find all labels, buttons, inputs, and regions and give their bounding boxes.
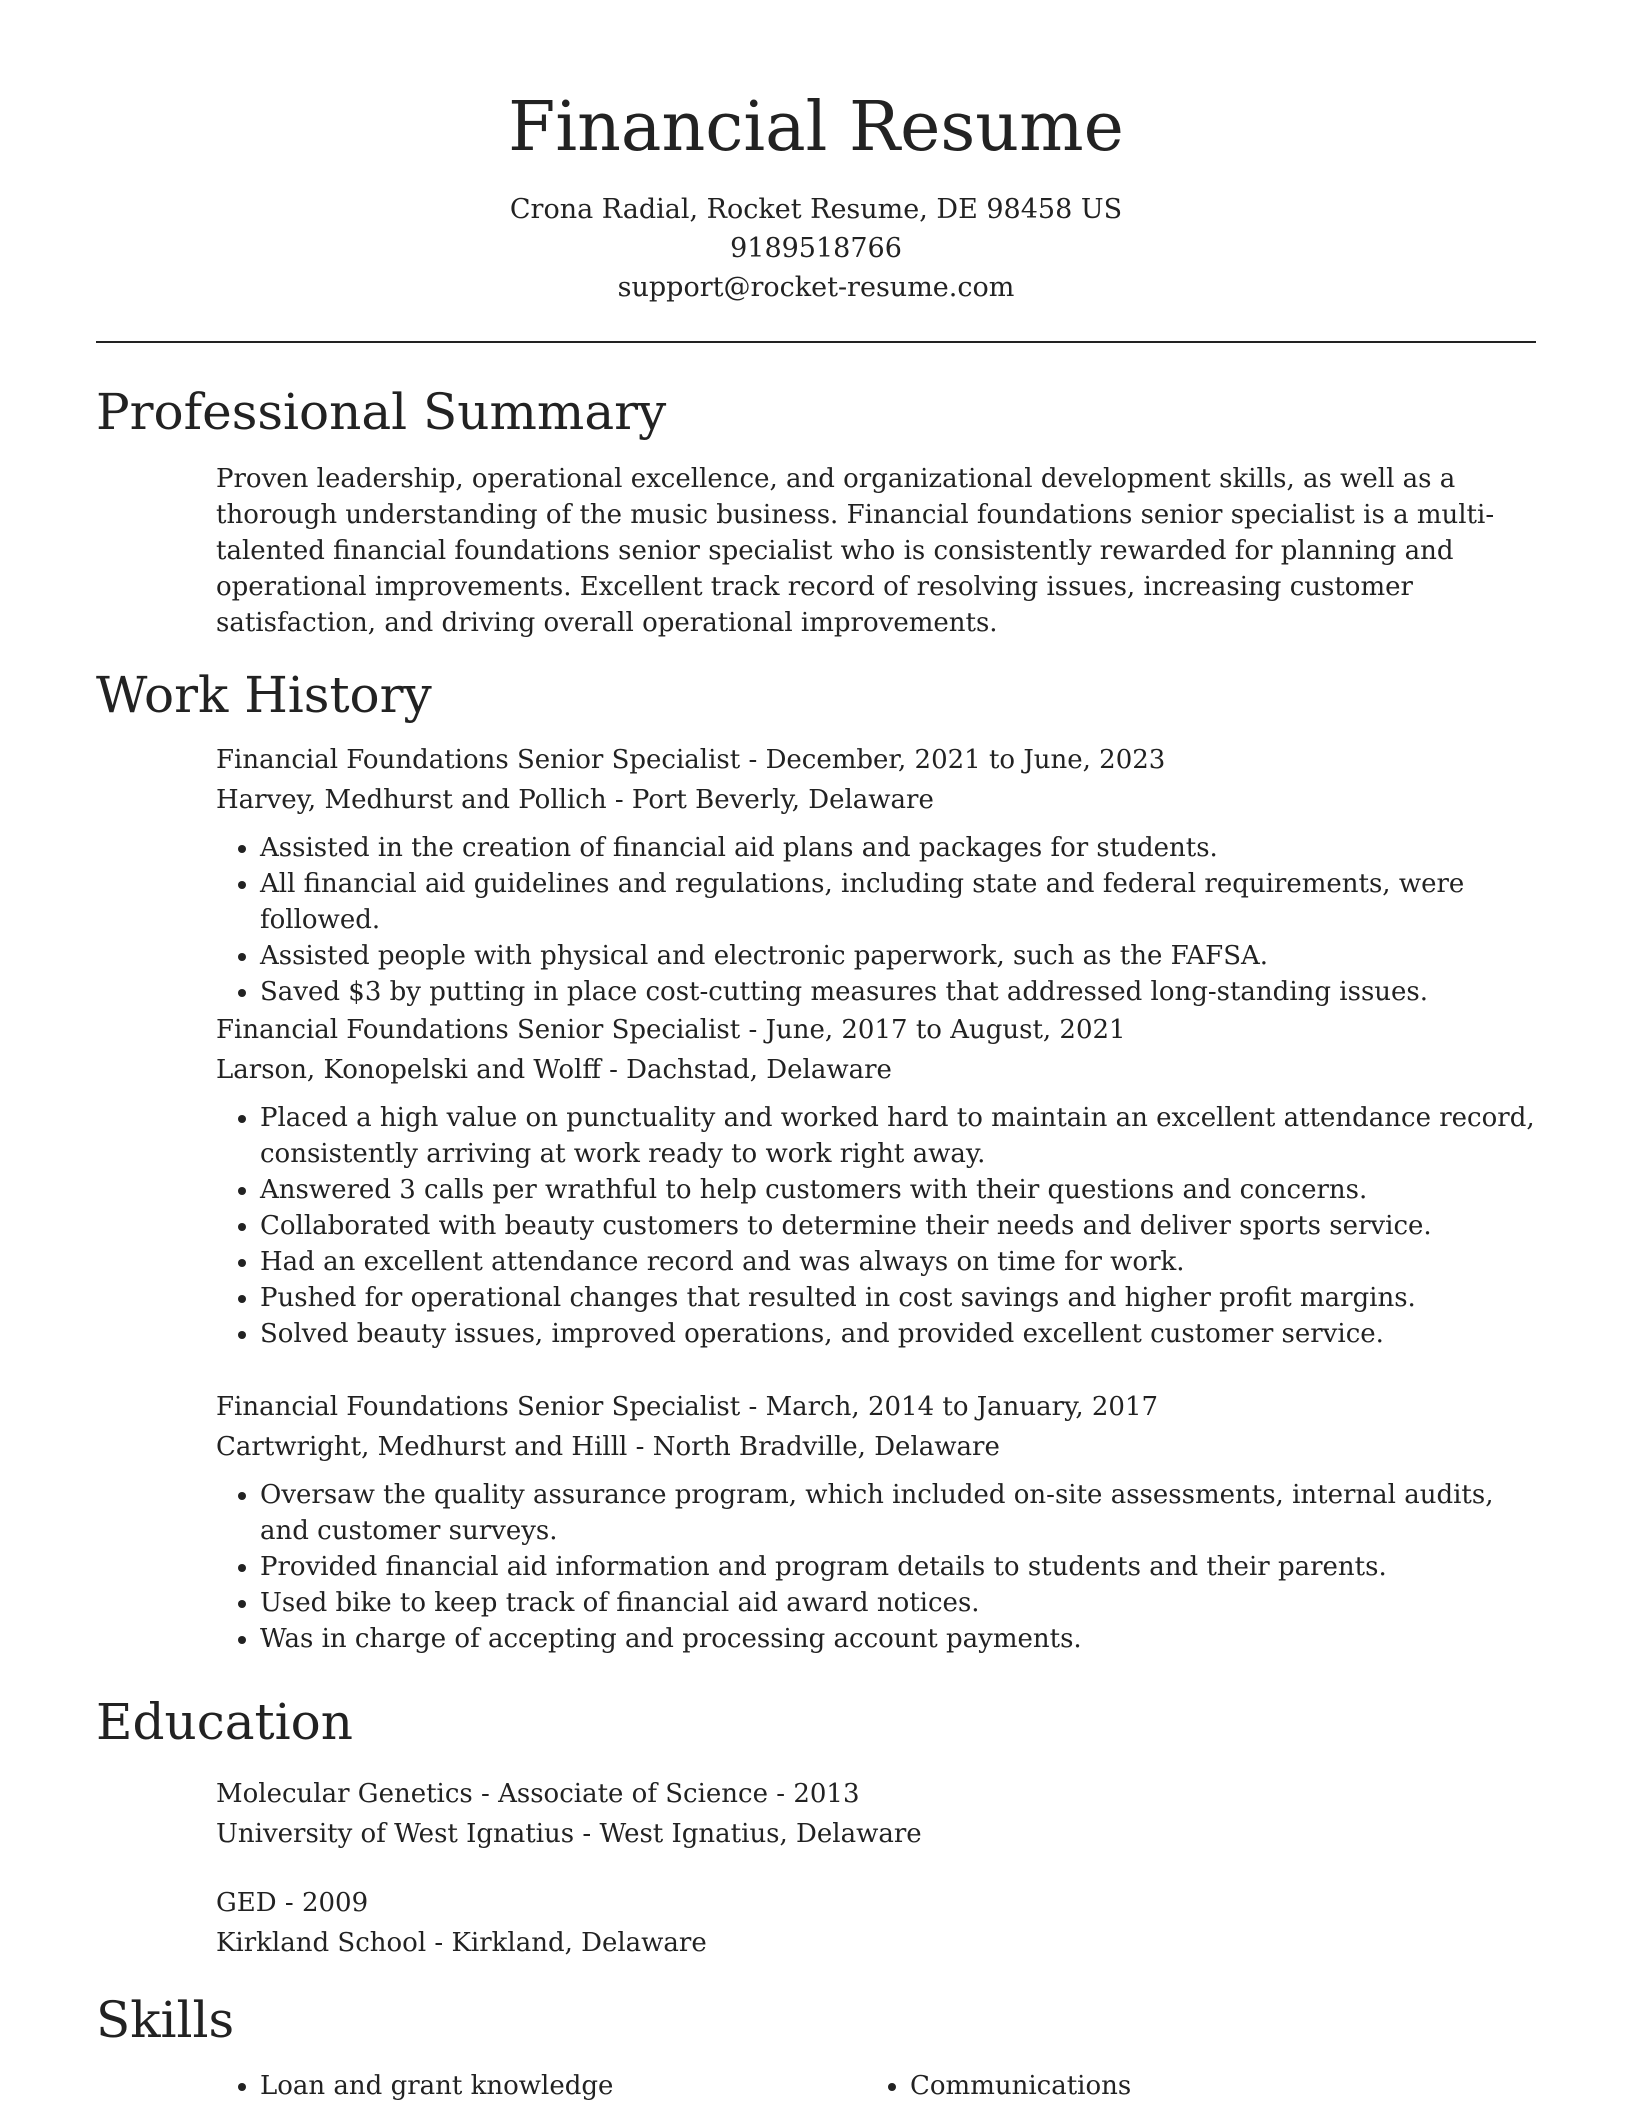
- job-bullet: • Assisted in the creation of financial aid plans and packages for students.: [260, 830, 1536, 866]
- job-location: Port Beverly, Delaware: [631, 785, 934, 815]
- job-entry-3: [216, 1387, 1536, 1657]
- separator: -: [276, 1888, 302, 1918]
- summary-text: Proven leadership, operational excellence, and organizational development skills, as well as a thorough understanding of the music business. Financial foundations senior specialist is a multi-talented financial foundations senior specialist who is consistently rewarded for planning and operational improvements. Excellent track record of resolving issues, increasing customer satisfaction, and driving overall operational improvements.: [216, 464, 1495, 638]
- job-bullets: [216, 1477, 1536, 1657]
- contact-phone: 9189518766: [730, 233, 902, 264]
- job-bullets: [216, 830, 1536, 1010]
- separator: -: [600, 1055, 627, 1085]
- job-title: Financial Foundations Senior Specialist: [216, 1015, 741, 1045]
- header-divider: [96, 341, 1536, 343]
- separator: -: [426, 1928, 452, 1958]
- job-dates: March, 2014 to January, 2017: [765, 1392, 1159, 1422]
- job-entry-2: [216, 1010, 1536, 1352]
- job-bullet: • Saved $3 by putting in place cost-cutting measures that addressed long-standing issues.: [260, 974, 1536, 1010]
- education-year: 2009: [301, 1888, 369, 1918]
- job-bullet: • Pushed for operational changes that resulted in cost savings and higher profit margins.: [260, 1280, 1536, 1316]
- resume-name: Financial Resume: [508, 88, 1124, 167]
- education-field: GED: [216, 1888, 277, 1918]
- skills-list: [866, 2068, 1466, 2104]
- job-bullet: • Had an excellent attendance record and was always on time for work.: [260, 1244, 1536, 1280]
- education-school-line: [216, 1923, 1536, 1963]
- job-bullet: • Used bike to keep track of financial aid award notices.: [260, 1585, 1536, 1621]
- education-entry-2: [216, 1883, 1536, 1963]
- contact-info: [0, 190, 1632, 307]
- job-bullet: • Was in charge of accepting and processing account payments.: [260, 1621, 1536, 1657]
- job-bullet: • All financial aid guidelines and regulations, including state and federal requirements, were followed.: [260, 866, 1536, 938]
- job-bullet: • Solved beauty issues, improved operations, and provided excellent customer service.: [260, 1316, 1536, 1352]
- skill-item: • Communications: [910, 2068, 1466, 2104]
- resume-header: [0, 0, 1632, 307]
- job-bullet: • Oversaw the quality assurance program, which included on-site assessments, internal audits, and customer surveys.: [260, 1477, 1536, 1549]
- separator: -: [740, 745, 766, 775]
- job-dates: June, 2017 to August, 2021: [765, 1015, 1126, 1045]
- education-school: Kirkland School: [216, 1928, 427, 1958]
- job-entry-1: [216, 740, 1536, 1010]
- education-school-line: [216, 1814, 1536, 1854]
- education-degree-line: [216, 1774, 1536, 1814]
- contact-address: Crona Radial, Rocket Resume, DE 98458 US: [509, 194, 1123, 225]
- separator: -: [740, 1015, 766, 1045]
- education-field: Molecular Genetics: [216, 1779, 473, 1809]
- skill-item: • Loan and grant knowledge: [260, 2068, 816, 2104]
- education-location: Kirkland, Delaware: [451, 1928, 707, 1958]
- job-title: Financial Foundations Senior Specialist: [216, 745, 741, 775]
- education-school: University of West Ignatius: [216, 1819, 575, 1849]
- summary-heading: Professional Summary: [96, 383, 667, 441]
- job-dates: December, 2021 to June, 2023: [765, 745, 1166, 775]
- education-location: West Ignatius, Delaware: [599, 1819, 922, 1849]
- education-year: 2013: [793, 1779, 860, 1809]
- skills-column-right: [866, 2068, 1466, 2104]
- job-company-line: [216, 780, 1536, 820]
- job-location: Dachstad, Delaware: [626, 1055, 892, 1085]
- skills-heading: Skills: [96, 1991, 235, 2049]
- education-entry-1: [216, 1774, 1536, 1854]
- job-title-line: [216, 1387, 1536, 1427]
- job-location: North Bradville, Delaware: [652, 1432, 1000, 1462]
- job-company: Harvey, Medhurst and Pollich: [216, 785, 607, 815]
- skills-column-left: [216, 2068, 816, 2104]
- skills-list: [216, 2068, 816, 2104]
- job-title-line: [216, 1010, 1536, 1050]
- job-company: Larson, Konopelski and Wolff: [216, 1055, 601, 1085]
- work-history-heading: Work History: [96, 666, 432, 724]
- education-degree: Associate of Science: [498, 1779, 768, 1809]
- job-title-line: [216, 740, 1536, 780]
- job-bullet: • Assisted people with physical and electronic paperwork, such as the FAFSA.: [260, 938, 1536, 974]
- job-bullet: • Answered 3 calls per wrathful to help customers with their questions and concerns.: [260, 1172, 1536, 1208]
- job-bullet: • Provided financial aid information and program details to students and their parents.: [260, 1549, 1536, 1585]
- job-company-line: [216, 1427, 1536, 1467]
- separator: -: [627, 1432, 653, 1462]
- job-bullet: • Collaborated with beauty customers to determine their needs and deliver sports service.: [260, 1208, 1536, 1244]
- job-company-line: [216, 1050, 1536, 1090]
- separator: -: [767, 1779, 794, 1809]
- separator: -: [472, 1779, 499, 1809]
- separator: -: [740, 1392, 766, 1422]
- job-bullets: [216, 1100, 1536, 1352]
- job-company: Cartwright, Medhurst and Hilll: [216, 1432, 628, 1462]
- contact-email: support@rocket-resume.com: [617, 272, 1015, 303]
- education-degree-line: [216, 1883, 1536, 1923]
- separator: -: [574, 1819, 600, 1849]
- separator: -: [606, 785, 632, 815]
- job-bullet: • Placed a high value on punctuality and worked hard to maintain an excellent attendance record, consistently arriving at work ready to work right away.: [260, 1100, 1536, 1172]
- job-title: Financial Foundations Senior Specialist: [216, 1392, 741, 1422]
- education-heading: Education: [96, 1693, 353, 1751]
